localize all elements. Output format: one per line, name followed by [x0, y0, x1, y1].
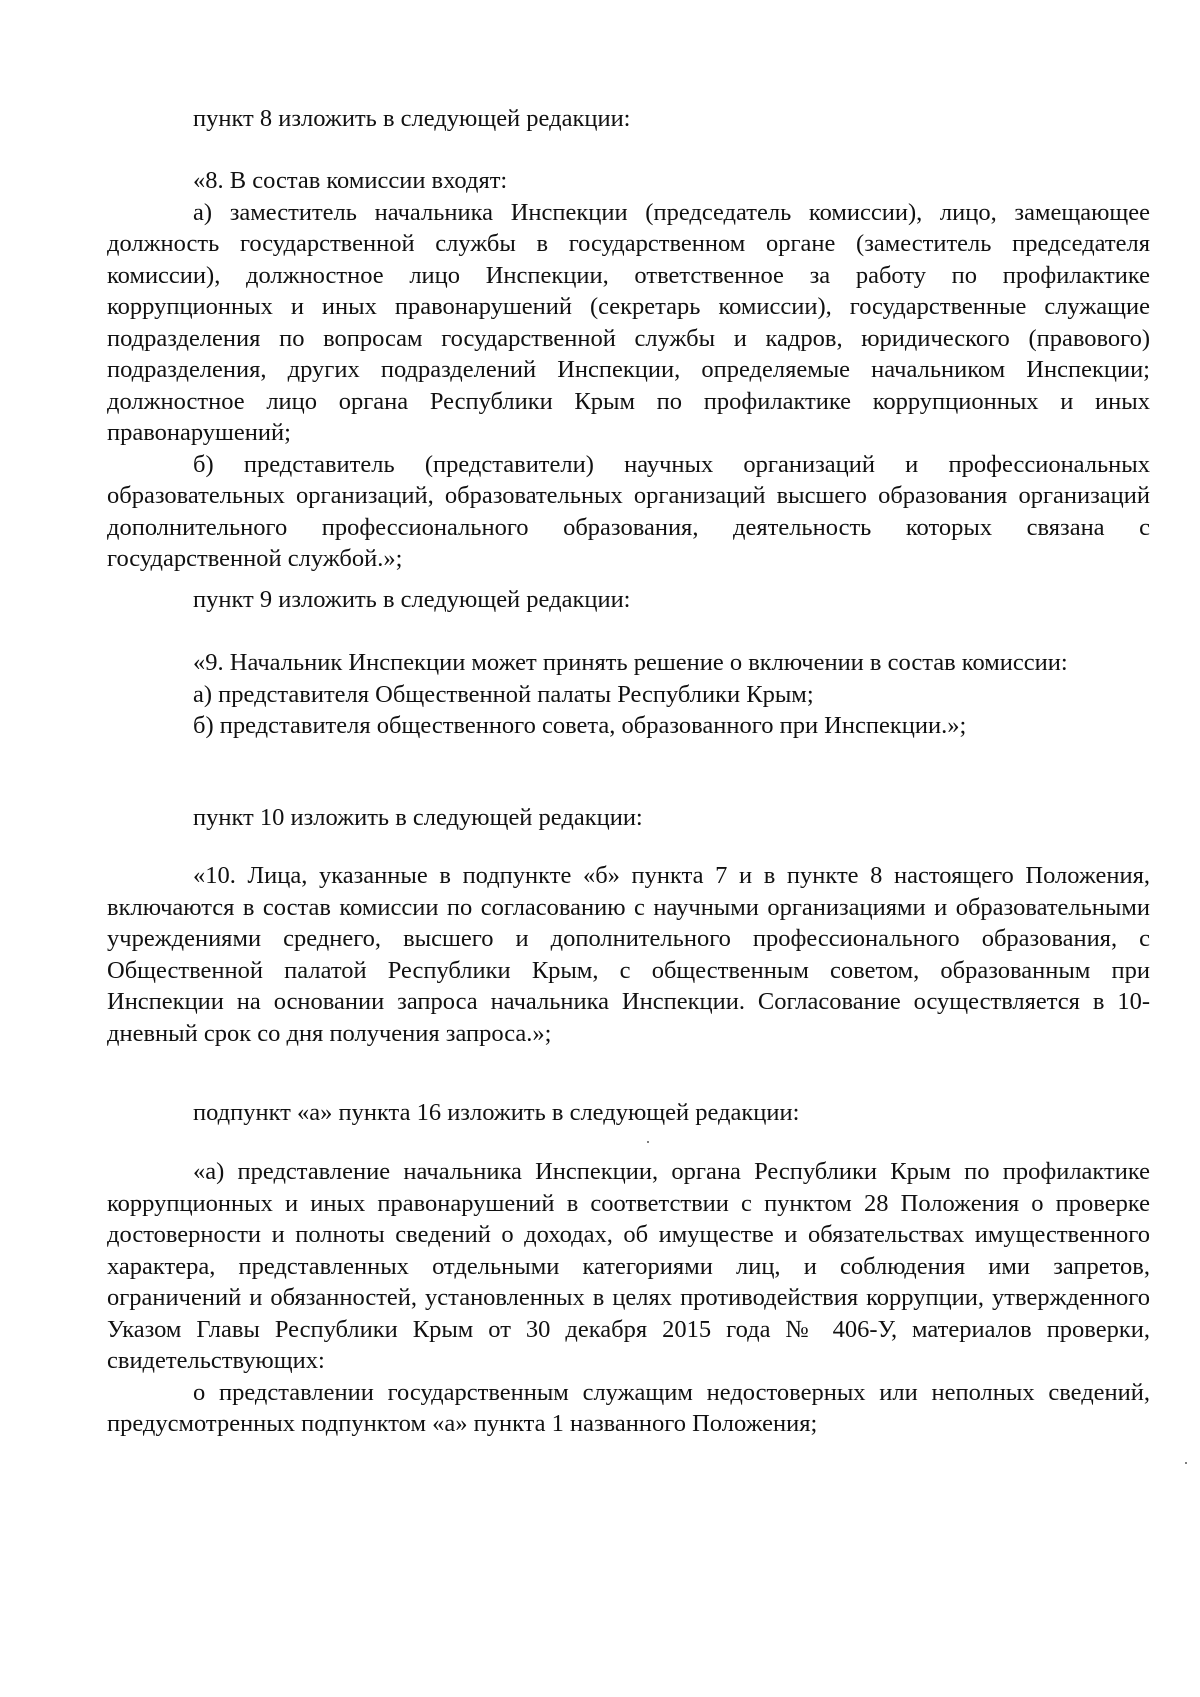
p9-subpoint-a: а) представителя Общественной палаты Республики Крым; [193, 680, 814, 708]
section-p9 [107, 647, 1150, 742]
section-p10 [107, 860, 1150, 1049]
section-p10-intro [107, 802, 1150, 834]
section-p16 [107, 1156, 1150, 1440]
p8-heading: «8. В состав комиссии входят: [193, 167, 508, 194]
p8-subpoint-a: а) заместитель начальника Инспекции (председатель комиссии), лицо, замещающее должность государственной службы в государственном органе (заместитель председателя комиссии), должностное лицо Инспекции, ответственное за работу по профилактике коррупционных и иных правонарушений (секретарь комиссии), государственные служащие подразделения по вопросам государственной службы и кадров, юридического (правового) подразделения, других подразделений Инспекции, определяемые начальником Инспекции; должностное лицо органа Республики Крым по профилактике коррупционных и иных правонарушений; [107, 198, 1150, 446]
section-p9-intro [107, 584, 1150, 616]
p16-subpoint-a-detail: о представлении государственным служащим недостоверных или неполных сведений, предусмотренных подпунктом «а» пункта 1 названного Положения; [107, 1378, 1150, 1437]
section-p8 [107, 165, 1150, 575]
p8-subpoint-b: б) представитель (представители) научных организаций и профессиональных образовательных организаций, образовательных организаций высшего образования организаций дополнительного профессионального образования, деятельность которых связана с государственной службой.»; [107, 450, 1150, 572]
p16-intro-text: подпункт «а» пункта 16 изложить в следующей редакции: [193, 1099, 800, 1126]
p10-intro-text: пункт 10 изложить в следующей редакции: [193, 804, 643, 831]
p10-body: «10. Лица, указанные в подпункте «б» пункта 7 и в пункте 8 настоящего Положения, включаются в состав комиссии по согласованию с научными организациями и образовательными учреждениями среднего, высшего и дополнительного профессионального образования, с Общественной палатой Республики Крым, с общественным советом, образованным при Инспекции на основании запроса начальника Инспекции. Согласование осуществляется в 10-дневный срок со дня получения запроса.»; [107, 862, 1150, 1047]
section-p16-intro [107, 1097, 1150, 1129]
p9-subpoint-b: б) представителя общественного совета, образованного при Инспекции.»; [193, 712, 967, 739]
p9-heading: «9. Начальник Инспекции может принять решение о включении в состав комиссии: [193, 649, 1068, 676]
p8-intro-text: пункт 8 изложить в следующей редакции: [193, 105, 631, 132]
p9-intro-text: пункт 9 изложить в следующей редакции: [193, 586, 631, 613]
p16-subpoint-a: «а) представление начальника Инспекции, органа Республики Крым по профилактике коррупционных и иных правонарушений в соответствии с пунктом 28 Положения о проверке достоверности и полноты сведений о доходах, об имуществе и обязательствах имущественного характера, представленных отдельными категориями лиц, и соблюдения ими запретов, ограничений и обязанностей, установленных в целях противодействия коррупции, утвержденного Указом Главы Республики Крым от 30 декабря 2015 года № 406-У, материалов проверки, свидетельствующих: [107, 1158, 1150, 1374]
section-p8-intro [107, 103, 1150, 135]
scan-speck [1185, 1462, 1187, 1464]
scan-speck [647, 1141, 649, 1143]
